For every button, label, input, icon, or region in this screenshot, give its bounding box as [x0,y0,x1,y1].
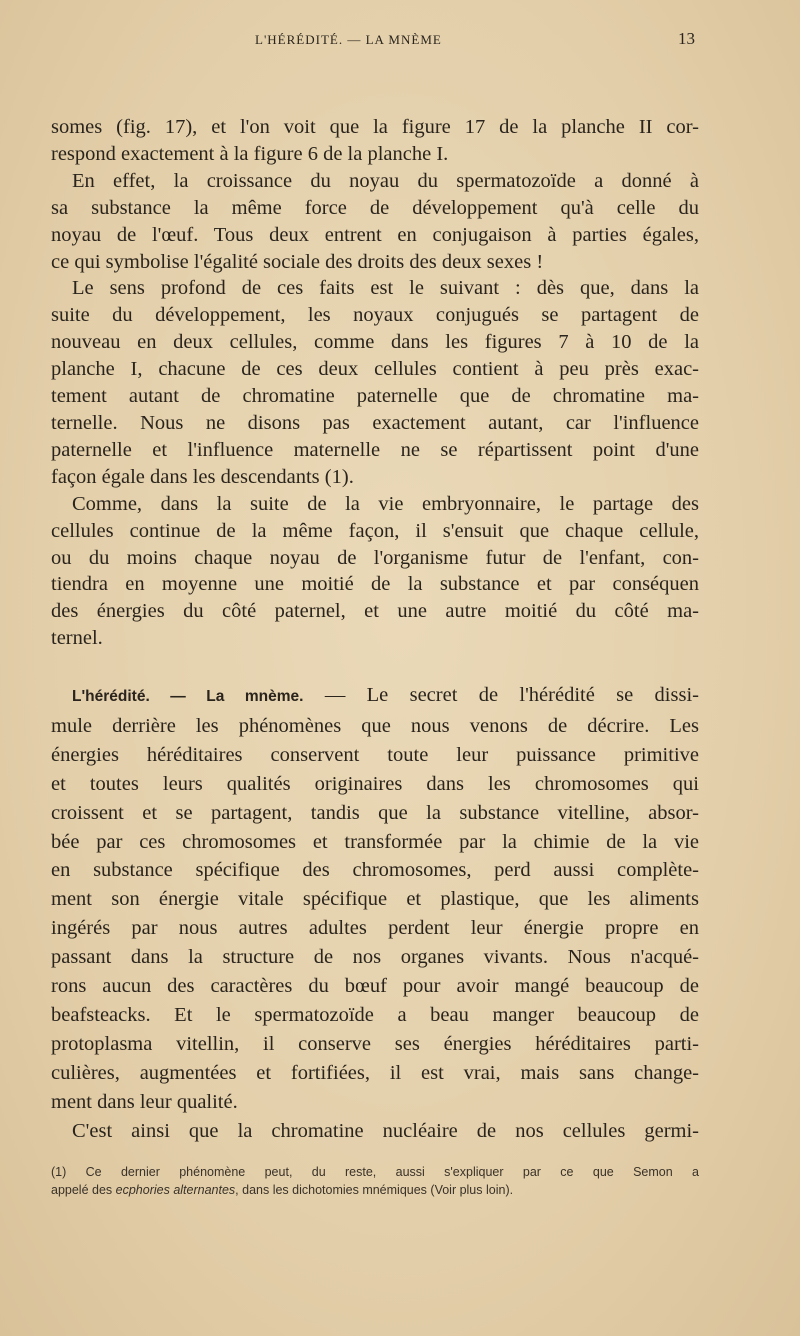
text-line: des énergies du côté paternel, et une autre moitié du côté ma- [51,600,699,623]
text-line: sa substance la même force de développement qu'à celle du [51,196,699,219]
text-line: Le sens profond de ces faits est le suivant : dès que, dans la [72,277,699,300]
page-number: 13 [678,29,695,48]
text-line: cellules continue de la même façon, il s'ensuit que chaque cellule, [51,519,699,542]
text-line: respond exactement à la figure 6 de la planche I. [51,142,449,165]
footnote-text: , dans les dichotomies mnémiques (Voir plus loin). [235,1183,514,1197]
text-line: somes (fig. 17), et l'on voit que la figure 17 de la planche II cor- [51,116,699,138]
text-line: beafsteacks. Et le spermatozoïde a beau manger beaucoup de [51,1003,699,1026]
text-line: ment dans leur qualité. [51,1090,238,1113]
body-text-part-1 [51,114,699,652]
section-mneme [51,681,699,1146]
text-line: ou du moins chaque noyau de l'organisme futur de l'enfant, con- [51,546,699,569]
text-line: en substance spécifique des chromosomes, perd aussi complète- [51,859,699,882]
text-line: culières, augmentées et fortifiées, il est vrai, mais sans change- [51,1061,699,1084]
text-line: suite du développement, les noyaux conjugués se partagent de [51,304,699,327]
text-line: En effet, la croissance du noyau du spermatozoïde a donné à [72,169,699,192]
text-line: passant dans la structure de nos organes vivants. Nous n'acqué- [51,946,699,969]
text-line: et toutes leurs qualités originaires dans les chromosomes qui [51,772,699,795]
text-line: façon égale dans les descendants (1). [51,465,354,488]
text-line: tiendra en moyenne une moitié de la substance et par conséquen [51,573,699,596]
section-heading-heredite: L'hérédité. [72,688,150,705]
text-line: ment son énergie vitale spécifique et plastique, que les aliments [51,888,699,911]
text-line: ternel. [51,627,103,650]
running-header [0,29,800,52]
text-line: noyau de l'œuf. Tous deux entrent en conjugaison à parties égales, [51,223,699,246]
text-line: ternelle. Nous ne disons pas exactement autant, car l'influence [51,411,699,434]
footnote [51,1163,699,1199]
footnote-italic-term: ecphories alternantes [115,1183,236,1197]
section-heading-mneme: La mnème. [206,688,304,705]
text-line: rons aucun des caractères du bœuf pour avoir mangé beaucoup de [51,975,699,998]
running-title: L'HÉRÉDITÉ. — LA MNÈME [255,32,442,47]
text-line: énergies héréditaires conservent toute leur puissance primitive [51,743,699,766]
text-line: paternelle et l'influence maternelle ne se répartissent point d'une [51,438,699,461]
text-line: ingérés par nous autres adultes perdent leur énergie propre en [51,917,699,940]
text-line: Comme, dans la suite de la vie embryonnaire, le partage des [72,492,699,515]
text-line: nouveau en deux cellules, comme dans les figures 7 à 10 de la [51,331,699,354]
text-line: C'est ainsi que la chromatine nucléaire de nos cellules germi- [72,1119,699,1142]
section-first-line [51,681,699,712]
footnote-line: (1) Ce dernier phénomène peut, du reste, aussi s'expliquer par ce que Semon a [51,1165,699,1179]
text-line: tement autant de chromatine paternelle que de chromatine ma- [51,385,699,408]
heading-separator: — [149,688,207,705]
text-line: mule derrière les phénomènes que nous venons de décrire. Les [51,714,699,737]
first-line-text: — Le secret de l'hérédité se dissi- [303,684,699,706]
text-line: ce qui symbolise l'égalité sociale des droits des deux sexes ! [51,250,544,273]
text-line: bée par ces chromosomes et transformée par la chimie de la vie [51,830,699,853]
text-line: croissent et se partagent, tandis que la substance vitelline, absor- [51,801,699,824]
text-line: protoplasma vitellin, il conserve ses énergies héréditaires parti- [51,1032,699,1055]
text-line: planche I, chacune de ces deux cellules contient à peu près exac- [51,358,699,381]
footnote-text: appelé des [51,1183,116,1197]
footnote-line [51,1181,699,1199]
